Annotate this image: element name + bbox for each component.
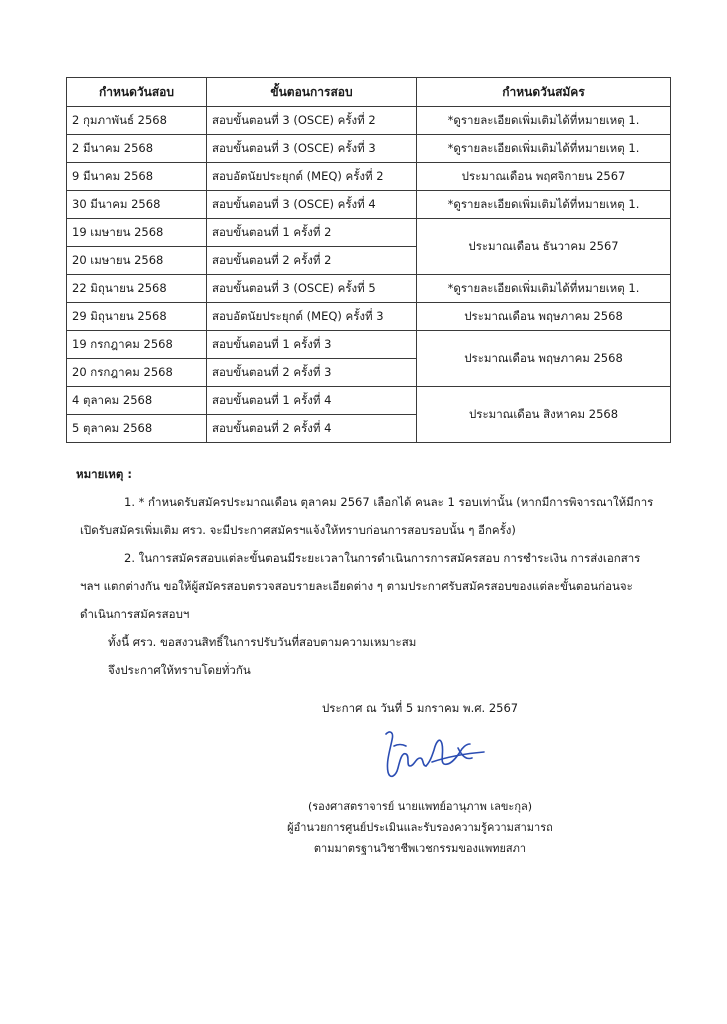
notes-heading: หมายเหตุ : (76, 467, 132, 481)
table-header-row (67, 78, 671, 107)
announce-general-text: จึงประกาศให้ทราบโดยทั่วกัน (108, 663, 251, 677)
announcement-date: ประกาศ ณ วันที่ 5 มกราคม พ.ศ. 2567 (322, 701, 519, 715)
exam-step-cell: สอบขั้นตอนที่ 2 ครั้งที่ 2 (207, 247, 417, 275)
exam-date-cell: 29 มิถุนายน 2568 (67, 303, 207, 331)
table-row (67, 107, 671, 135)
exam-step-cell: สอบขั้นตอนที่ 3 (OSCE) ครั้งที่ 2 (207, 107, 417, 135)
reserve-rights-text: ทั้งนี้ ศรว. ขอสงวนสิทธิ์ในการปรับวันที่สอบตามความเหมาะสม (108, 635, 417, 649)
table-row (67, 191, 671, 219)
note-2-line-1: 2. ในการสมัครสอบแต่ละขั้นตอนมีระยะเวลาในการดำเนินการการสมัครสอบ การชำระเงิน การส่งเอกสาร (124, 551, 641, 565)
header-apply-date: กำหนดวันสมัคร (417, 78, 671, 107)
exam-step-cell: สอบขั้นตอนที่ 3 (OSCE) ครั้งที่ 4 (207, 191, 417, 219)
table-row (67, 303, 671, 331)
notes-section (76, 460, 680, 684)
apply-date-cell: *ดูรายละเอียดเพิ่มเติมได้ที่หมายเหตุ 1. (417, 135, 671, 163)
note-2-line-2: ฯลฯ แตกต่างกัน ขอให้ผู้สมัครสอบตรวจสอบรายละเอียดต่าง ๆ ตามประกาศรับสมัครสอบของแต่ละขั้นตอนก่อนจะ (80, 579, 633, 593)
exam-date-cell: 19 เมษายน 2568 (67, 219, 207, 247)
exam-step-cell: สอบอัตนัยประยุกต์ (MEQ) ครั้งที่ 3 (207, 303, 417, 331)
exam-date-cell: 2 มีนาคม 2568 (67, 135, 207, 163)
signer-name: (รองศาสตราจารย์ นายแพทย์อานุภาพ เลขะกุล) (307, 800, 533, 813)
apply-date-cell: ประมาณเดือน พฤษภาคม 2568 (417, 331, 671, 387)
note-1-line-2: เปิดรับสมัครเพิ่มเติม ศรว. จะมีประกาศสมัครฯแจ้งให้ทราบก่อนการสอบรอบนั้น ๆ อีกครั้ง) (80, 523, 516, 537)
exam-date-cell: 19 กรกฎาคม 2568 (67, 331, 207, 359)
table-row (67, 387, 671, 415)
signer-position-line-1: ผู้อำนวยการศูนย์ประเมินและรับรองความรู้ความสามารถ (287, 821, 553, 834)
exam-date-cell: 2 กุมภาพันธ์ 2568 (67, 107, 207, 135)
signature-image (372, 722, 492, 790)
header-exam-step: ขั้นตอนการสอบ (207, 78, 417, 107)
exam-date-cell: 9 มีนาคม 2568 (67, 163, 207, 191)
exam-step-cell: สอบขั้นตอนที่ 2 ครั้งที่ 3 (207, 359, 417, 387)
exam-date-cell: 20 กรกฎาคม 2568 (67, 359, 207, 387)
exam-date-cell: 20 เมษายน 2568 (67, 247, 207, 275)
table-row (67, 163, 671, 191)
exam-step-cell: สอบอัตนัยประยุกต์ (MEQ) ครั้งที่ 2 (207, 163, 417, 191)
apply-date-cell: *ดูรายละเอียดเพิ่มเติมได้ที่หมายเหตุ 1. (417, 275, 671, 303)
exam-date-cell: 30 มีนาคม 2568 (67, 191, 207, 219)
exam-schedule-table (66, 77, 671, 443)
exam-step-cell: สอบขั้นตอนที่ 3 (OSCE) ครั้งที่ 5 (207, 275, 417, 303)
exam-step-cell: สอบขั้นตอนที่ 1 ครั้งที่ 3 (207, 331, 417, 359)
apply-date-cell: ประมาณเดือน สิงหาคม 2568 (417, 387, 671, 443)
note-1-line-1: 1. * กำหนดรับสมัครประมาณเดือน ตุลาคม 2567 เลือกได้ คนละ 1 รอบเท่านั้น (หากมีการพิจารณาให้มีการ (124, 495, 654, 509)
apply-date-cell: ประมาณเดือน ธันวาคม 2567 (417, 219, 671, 275)
exam-date-cell: 22 มิถุนายน 2568 (67, 275, 207, 303)
signer-block (260, 796, 580, 859)
apply-date-cell: *ดูรายละเอียดเพิ่มเติมได้ที่หมายเหตุ 1. (417, 191, 671, 219)
exam-step-cell: สอบขั้นตอนที่ 3 (OSCE) ครั้งที่ 3 (207, 135, 417, 163)
exam-date-cell: 5 ตุลาคม 2568 (67, 415, 207, 443)
note-2-line-3: ดำเนินการสมัครสอบฯ (80, 607, 190, 621)
table-row (67, 135, 671, 163)
table-row (67, 219, 671, 247)
apply-date-cell: ประมาณเดือน พฤษภาคม 2568 (417, 303, 671, 331)
header-exam-date: กำหนดวันสอบ (67, 78, 207, 107)
apply-date-cell: ประมาณเดือน พฤศจิกายน 2567 (417, 163, 671, 191)
signer-position-line-2: ตามมาตรฐานวิชาชีพเวชกรรมของแพทยสภา (313, 842, 527, 855)
table-row (67, 275, 671, 303)
table-row (67, 331, 671, 359)
exam-date-cell: 4 ตุลาคม 2568 (67, 387, 207, 415)
exam-step-cell: สอบขั้นตอนที่ 1 ครั้งที่ 2 (207, 219, 417, 247)
apply-date-cell: *ดูรายละเอียดเพิ่มเติมได้ที่หมายเหตุ 1. (417, 107, 671, 135)
exam-step-cell: สอบขั้นตอนที่ 2 ครั้งที่ 4 (207, 415, 417, 443)
exam-step-cell: สอบขั้นตอนที่ 1 ครั้งที่ 4 (207, 387, 417, 415)
